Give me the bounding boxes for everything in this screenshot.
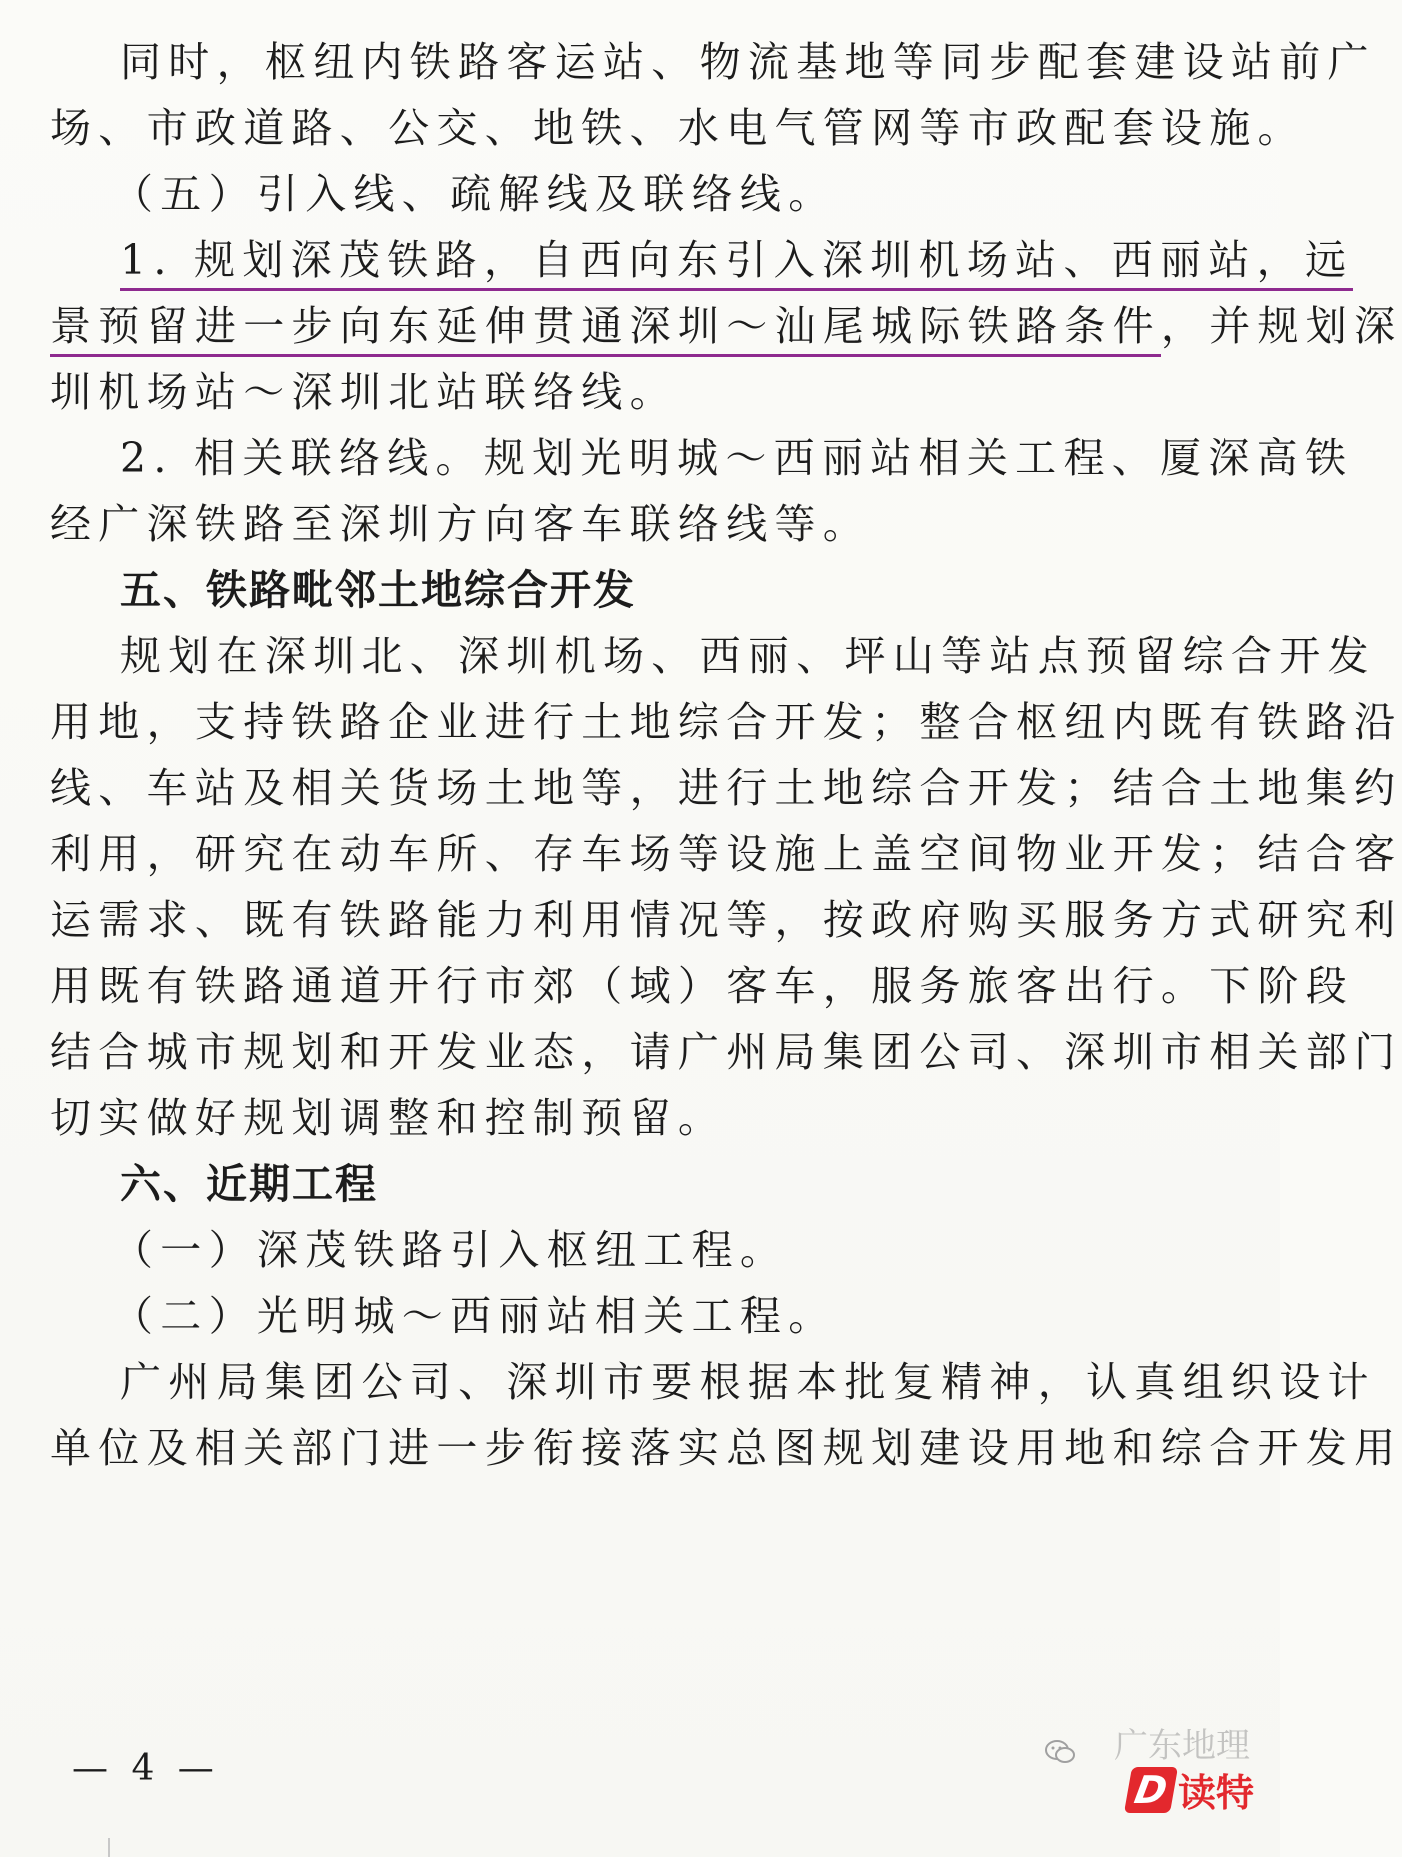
dute-logo [1128, 1762, 1254, 1817]
wechat-icon [1045, 1739, 1075, 1765]
page-number: — 4 — [72, 1748, 220, 1789]
logo-d-icon: D [1124, 1767, 1178, 1813]
body-line: 运需求、既有铁路能力利用情况等，按政府购买服务方式研究利 [50, 896, 1402, 944]
body-line: 切实做好规划调整和控制预留。 [50, 1094, 727, 1142]
body-line: 单位及相关部门进一步衔接落实总图规划建设用地和综合开发用 [50, 1424, 1402, 1472]
body-line: 2. 相关联络线。规划光明城～西丽站相关工程、厦深高铁 [120, 434, 1354, 482]
section-heading: 六、近期工程 [120, 1160, 378, 1208]
body-line: 广州局集团公司、深圳市要根据本批复精神，认真组织设计 [120, 1358, 1376, 1406]
body-line: 用地，支持铁路企业进行土地综合开发；整合枢纽内既有铁路沿 [50, 698, 1402, 746]
body-line: （二）光明城～西丽站相关工程。 [112, 1292, 837, 1340]
body-line [120, 234, 1353, 286]
body-line: 用既有铁路通道开行市郊（域）客车，服务旅客出行。下阶段 [50, 962, 1355, 1010]
margin-mark [108, 1838, 120, 1857]
body-line: 同时，枢纽内铁路客运站、物流基地等同步配套建设站前广 [120, 38, 1376, 86]
body-line: （一）深茂铁路引入枢纽工程。 [112, 1226, 789, 1274]
body-line: 场、市政道路、公交、地铁、水电气管网等市政配套设施。 [50, 104, 1306, 152]
body-line: 圳机场站～深圳北站联络线。 [50, 368, 678, 416]
underlined-text: 景预留进一步向东延伸贯通深圳～汕尾城际铁路条件 [50, 302, 1161, 357]
body-line: 线、车站及相关货场土地等，进行土地综合开发；结合土地集约 [50, 764, 1402, 812]
underlined-text: 1. 规划深茂铁路，自西向东引入深圳机场站、西丽站，远 [120, 236, 1353, 291]
body-text: ，并规划深 [1160, 302, 1402, 350]
body-line: 经广深铁路至深圳方向客车联络线等。 [50, 500, 872, 548]
body-line: 利用，研究在动车所、存车场等设施上盖空间物业开发；结合客 [50, 830, 1402, 878]
logo-text: 读特 [1177, 1771, 1254, 1815]
body-line: 规划在深圳北、深圳机场、西丽、坪山等站点预留综合开发 [120, 632, 1376, 680]
body-line: 结合城市规划和开发业态，请广州局集团公司、深圳市相关部门 [50, 1028, 1402, 1076]
watermark-account: 广东地理 [1114, 1726, 1250, 1766]
section-heading: 五、铁路毗邻土地综合开发 [120, 566, 636, 614]
body-line [50, 300, 1402, 352]
subsection-heading: （五）引入线、疏解线及联络线。 [112, 170, 837, 218]
